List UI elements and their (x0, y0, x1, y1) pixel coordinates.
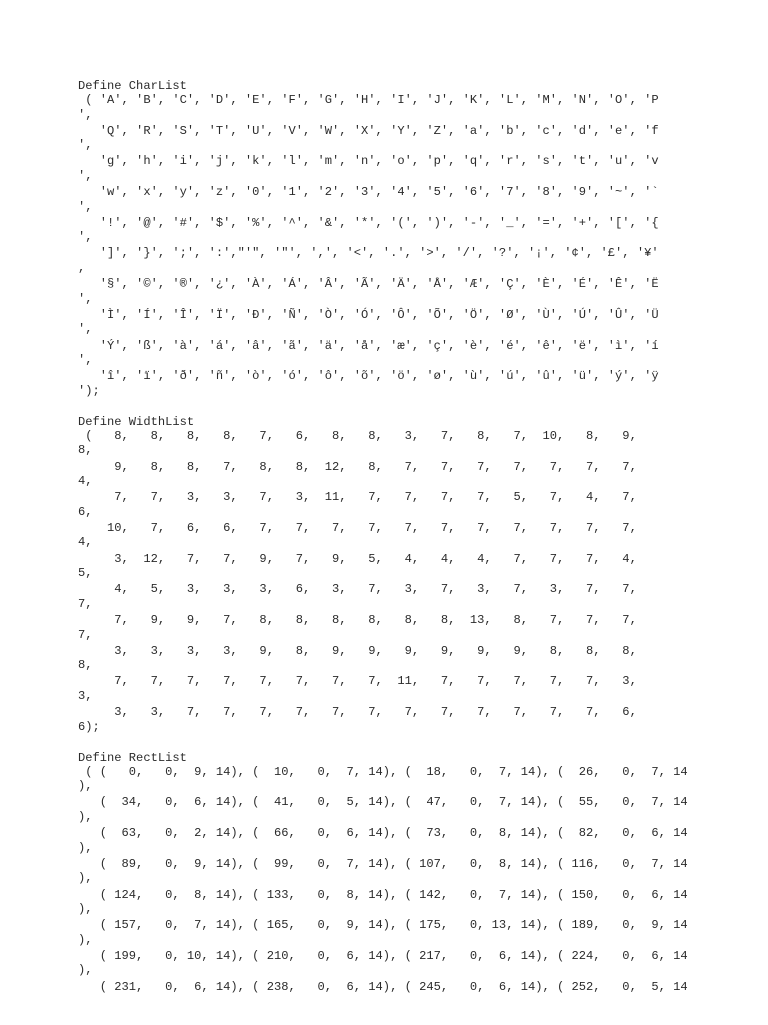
code-row (78, 490, 758, 521)
code-row (78, 705, 758, 736)
code-line-wrap: 4, (78, 535, 93, 550)
code-line: 'g', 'h', 'i', 'j', 'k', 'l', 'm', 'n', 'o', 'p', 'q', 'r', 's', 't', 'u', 'v (78, 154, 659, 169)
code-line-wrap: , (78, 260, 86, 275)
code-row (78, 521, 758, 552)
code-row (78, 216, 758, 247)
code-line-wrap: ), (78, 779, 93, 794)
code-line: 'Q', 'R', 'S', 'T', 'U', 'V', 'W', 'X', 'Y', 'Z', 'a', 'b', 'c', 'd', 'e', 'f (78, 123, 659, 138)
code-line-wrap: 8, (78, 658, 93, 673)
code-line: 3, 12, 7, 7, 9, 7, 9, 5, 4, 4, 4, 7, 7, 7, 4, (78, 551, 637, 566)
code-line-wrap: 6); (78, 719, 100, 734)
code-line: '!', '@', '#', '$', '%', '^', '&', '*', '(', ')', '-', '_', '=', '+', '[', '{ (78, 215, 659, 230)
charlist-rows (78, 93, 758, 400)
code-row (78, 277, 758, 308)
code-row (78, 246, 758, 277)
code-row (78, 124, 758, 155)
code-line: 'Ì', 'Í', 'Î', 'Ï', 'Ð', 'Ñ', 'Ò', 'Ó', 'Ô', 'Õ', 'Ö', 'Ø', 'Ù', 'Ú', 'Û', 'Ü (78, 307, 659, 322)
code-line: ( 'A', 'B', 'C', 'D', 'E', 'F', 'G', 'H', 'I', 'J', 'K', 'L', 'M', 'N', 'O', 'P (78, 93, 659, 107)
code-line: 'w', 'x', 'y', 'z', '0', '1', '2', '3', '4', '5', '6', '7', '8', '9', '~', '` (78, 185, 659, 200)
code-line: '§', '©', '®', '¿', 'À', 'Á', 'Â', 'Ã', 'Ä', 'Å', 'Æ', 'Ç', 'È', 'É', 'Ê', 'Ë (78, 277, 659, 292)
code-line-wrap: ', (78, 353, 93, 367)
code-line-wrap: ', (78, 199, 93, 214)
code-line: ( 89, 0, 9, 14), ( 99, 0, 7, 14), ( 107, 0, 8, 14), ( 116, 0, 7, 14 (78, 856, 688, 871)
code-line: ( 124, 0, 8, 14), ( 133, 0, 8, 14), ( 142, 0, 7, 14), ( 150, 0, 6, 14 (78, 887, 688, 902)
code-row (78, 185, 758, 216)
widthlist-rows (78, 429, 758, 736)
code-line: ( 231, 0, 6, 14), ( 238, 0, 6, 14), ( 245, 0, 6, 14), ( 252, 0, 5, 14 (78, 979, 688, 994)
code-line-wrap: '); (78, 383, 100, 398)
code-line: 3, 3, 7, 7, 7, 7, 7, 7, 7, 7, 7, 7, 7, 7, 6, (78, 705, 637, 720)
code-line: 7, 9, 9, 7, 8, 8, 8, 8, 8, 8, 13, 8, 7, 7, 7, (78, 613, 637, 627)
code-row (78, 888, 758, 919)
code-row (78, 644, 758, 675)
code-line-wrap: 5, (78, 566, 93, 581)
code-row (78, 582, 758, 613)
code-line: ( 34, 0, 6, 14), ( 41, 0, 5, 14), ( 47, 0, 7, 14), ( 55, 0, 7, 14 (78, 795, 688, 810)
code-line: ( ( 0, 0, 9, 14), ( 10, 0, 7, 14), ( 18, 0, 7, 14), ( 26, 0, 7, 14 (78, 764, 688, 779)
code-row (78, 154, 758, 185)
code-line: 10, 7, 6, 6, 7, 7, 7, 7, 7, 7, 7, 7, 7, 7, 7, (78, 520, 637, 535)
code-line-wrap: 7, (78, 596, 93, 611)
code-line: 4, 5, 3, 3, 3, 6, 3, 7, 3, 7, 3, 7, 3, 7, 7, (78, 582, 637, 597)
code-line: ( 199, 0, 10, 14), ( 210, 0, 6, 14), ( 217, 0, 6, 14), ( 224, 0, 6, 14 (78, 948, 688, 963)
code-row (78, 429, 758, 460)
code-line: 7, 7, 3, 3, 7, 3, 11, 7, 7, 7, 7, 5, 7, 4, 7, (78, 490, 637, 505)
widthlist-block (78, 415, 758, 736)
charlist-block (78, 79, 758, 400)
document-page (78, 79, 758, 1025)
rectlist-rows (78, 765, 758, 1011)
code-line: 'Ý', 'ß', 'à', 'á', 'â', 'ã', 'ä', 'å', 'æ', 'ç', 'è', 'é', 'ê', 'ë', 'ì', 'í (78, 338, 659, 353)
rectlist-title: Define RectList (78, 750, 187, 765)
widthlist-title: Define WidthList (78, 414, 195, 429)
code-row (78, 674, 758, 705)
code-line: ']', '}', ';', ':',"'", '"', ',', '<', '.', '>', '/', '?', '¡', '¢', '£', '¥' (78, 246, 659, 261)
code-line: 3, 3, 3, 3, 9, 8, 9, 9, 9, 9, 9, 9, 8, 8, 8, (78, 643, 637, 658)
code-row (78, 460, 758, 491)
code-row (78, 918, 758, 949)
code-line-wrap: ', (78, 107, 93, 122)
code-line-wrap: ), (78, 809, 93, 824)
code-line-wrap: 4, (78, 474, 93, 489)
code-row (78, 369, 758, 400)
code-line-wrap: 3, (78, 688, 93, 703)
code-line-wrap: 7, (78, 627, 93, 642)
code-line: ( 157, 0, 7, 14), ( 165, 0, 9, 14), ( 175, 0, 13, 14), ( 189, 0, 9, 14 (78, 918, 688, 933)
code-line-wrap: ', (78, 291, 93, 306)
code-row (78, 765, 758, 796)
code-row (78, 339, 758, 370)
code-line-wrap: ), (78, 871, 93, 886)
code-line-wrap: 6, (78, 504, 93, 519)
code-line-wrap: ', (78, 138, 93, 153)
code-row (78, 552, 758, 583)
code-row (78, 93, 758, 124)
code-line-wrap: ), (78, 840, 93, 855)
code-line-wrap: ', (78, 168, 93, 183)
code-row (78, 980, 758, 1011)
code-line: ( 63, 0, 2, 14), ( 66, 0, 6, 14), ( 73, 0, 8, 14), ( 82, 0, 6, 14 (78, 826, 688, 841)
code-line-wrap: ', (78, 322, 93, 337)
code-line-wrap: ', (78, 230, 93, 245)
code-line: 9, 8, 8, 7, 8, 8, 12, 8, 7, 7, 7, 7, 7, 7, 7, (78, 459, 637, 474)
code-row (78, 795, 758, 826)
code-row (78, 826, 758, 857)
code-line: 7, 7, 7, 7, 7, 7, 7, 7, 11, 7, 7, 7, 7, 7, 3, (78, 674, 637, 689)
code-line-wrap: ), (78, 932, 93, 947)
code-line: 'î', 'ï', 'ð', 'ñ', 'ò', 'ó', 'ô', 'õ', 'ö', 'ø', 'ù', 'ú', 'û', 'ü', 'ý', 'ÿ (78, 369, 659, 384)
charlist-title: Define CharList (78, 79, 187, 93)
code-line-wrap: ), (78, 963, 93, 978)
code-row (78, 857, 758, 888)
code-line: ( 8, 8, 8, 8, 7, 6, 8, 8, 3, 7, 8, 7, 10, 8, 9, (78, 428, 637, 443)
code-row (78, 613, 758, 644)
code-line-wrap: 8, (78, 443, 93, 458)
code-line-wrap: ), (78, 902, 93, 916)
code-row (78, 308, 758, 339)
code-row (78, 949, 758, 980)
rectlist-block (78, 751, 758, 1011)
